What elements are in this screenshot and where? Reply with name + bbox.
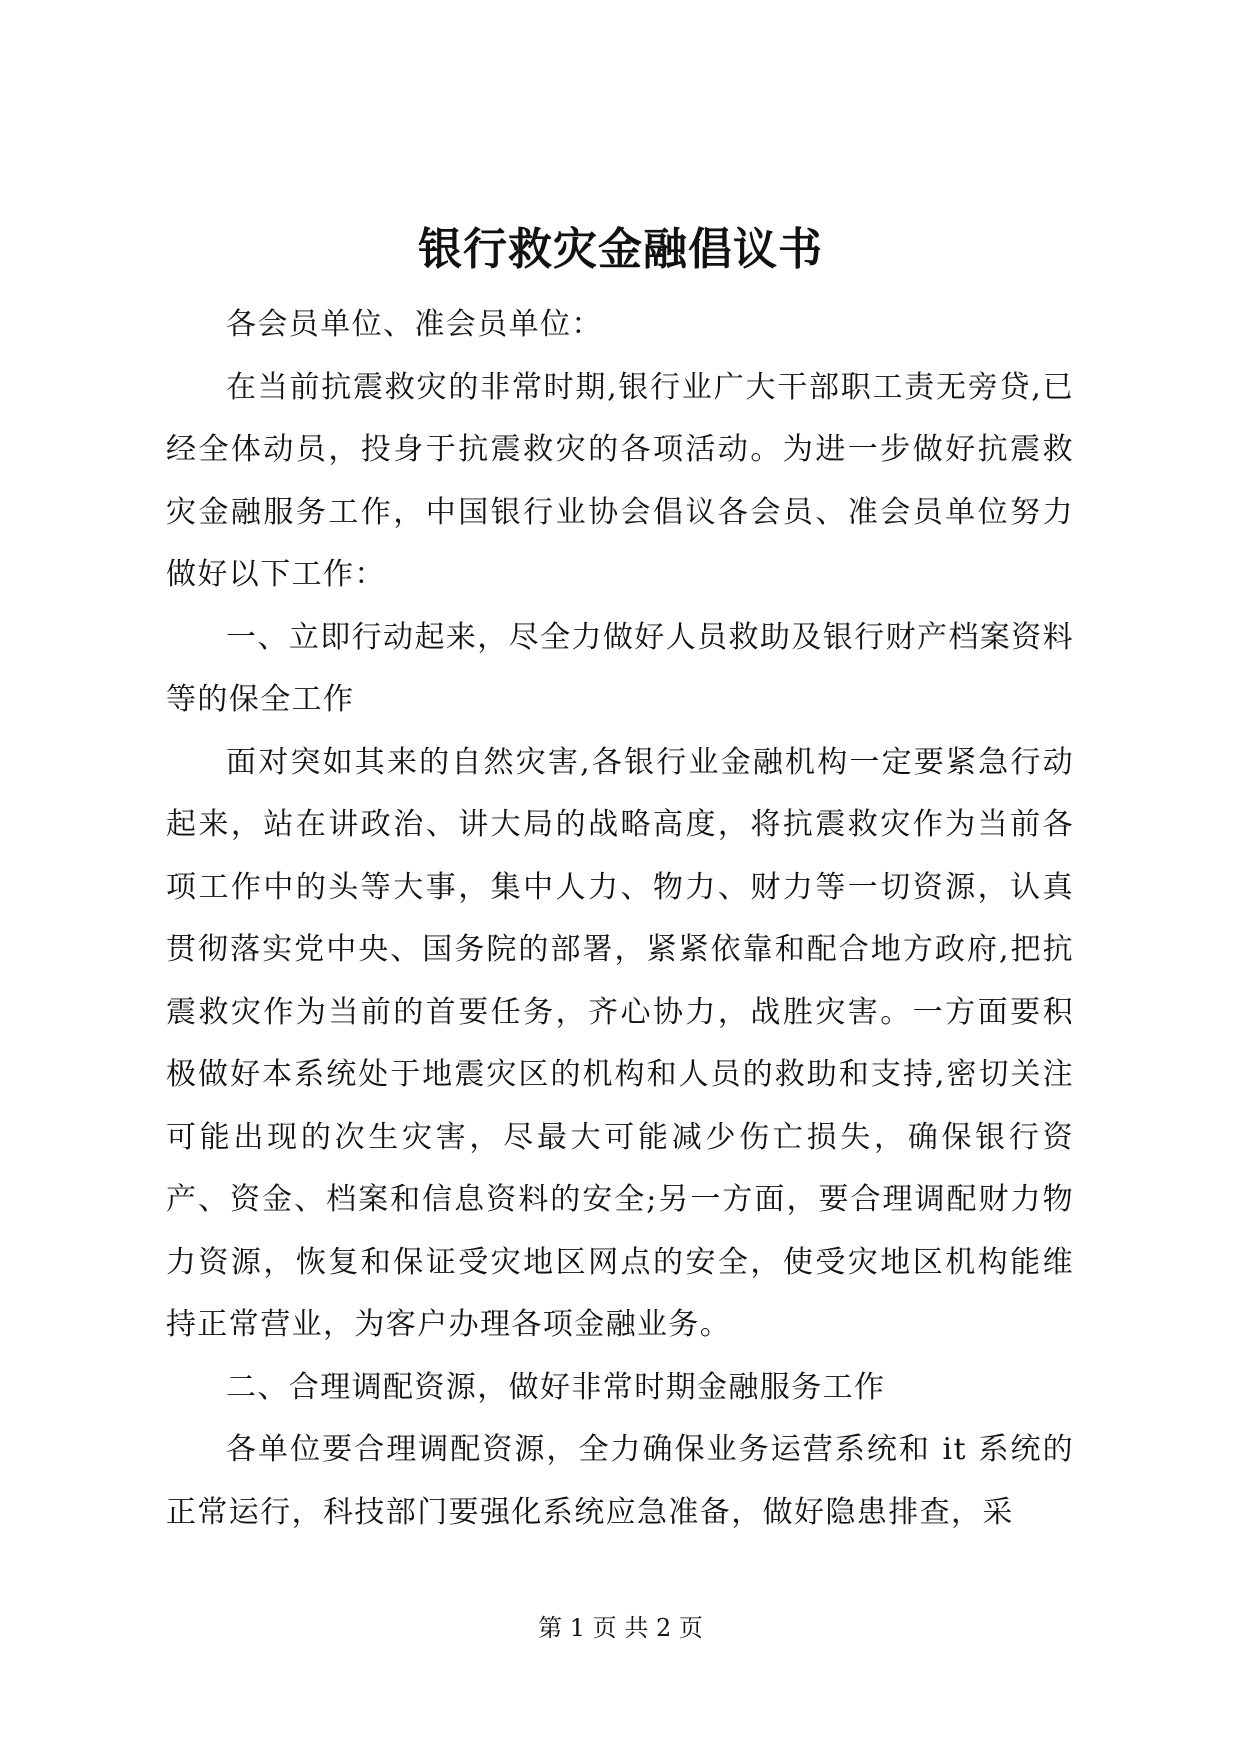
paragraph-intro: 在当前抗震救灾的非常时期,银行业广大干部职工责无旁贷,已经全体动员，投身于抗震救灾的各项活动。为进一步做好抗震救灾金融服务工作，中国银行业协会倡议各会员、准会员单位努力做好以下工作：	[166, 369, 1074, 592]
paragraph-section-1: 面对突如其来的自然灾害,各银行业金融机构一定要紧急行动起来，站在讲政治、讲大局的战略高度，将抗震救灾作为当前各项工作中的头等大事，集中人力、物力、财力等一切资源，认真贯彻落实党中央、国务院的部署，紧紧依靠和配合地方政府,把抗震救灾作为当前的首要任务，齐心协力，战胜灾害。一方面要积极做好本系统处于地震灾区的机构和人员的救助和支持,密切关注可能出现的次生灾害，尽最大可能减少伤亡损失，确保银行资产、资金、档案和信息资料的安全;另一方面，要合理调配财力物力资源，恢复和保证受灾地区网点的安全，使受灾地区机构能维持正常营业，为客户办理各项金融业务。	[166, 744, 1074, 1342]
salutation: 各会员单位、准会员单位：	[226, 307, 603, 342]
document-body	[166, 294, 1074, 1544]
page-number-footer: 第 1 页 共 2 页	[538, 1614, 703, 1642]
document-title: 银行救灾金融倡议书	[418, 224, 823, 275]
section-heading-2: 二、合理调配资源，做好非常时期金融服务工作	[226, 1369, 886, 1405]
section-heading-1: 一、立即行动起来，尽全力做好人员救助及银行财产档案资料等的保全工作	[166, 619, 1074, 717]
paragraph-section-2: 各单位要合理调配资源，全力确保业务运营系统和 it 系统的正常运行，科技部门要强化系统应急准备，做好隐患排查，采	[166, 1432, 1074, 1530]
